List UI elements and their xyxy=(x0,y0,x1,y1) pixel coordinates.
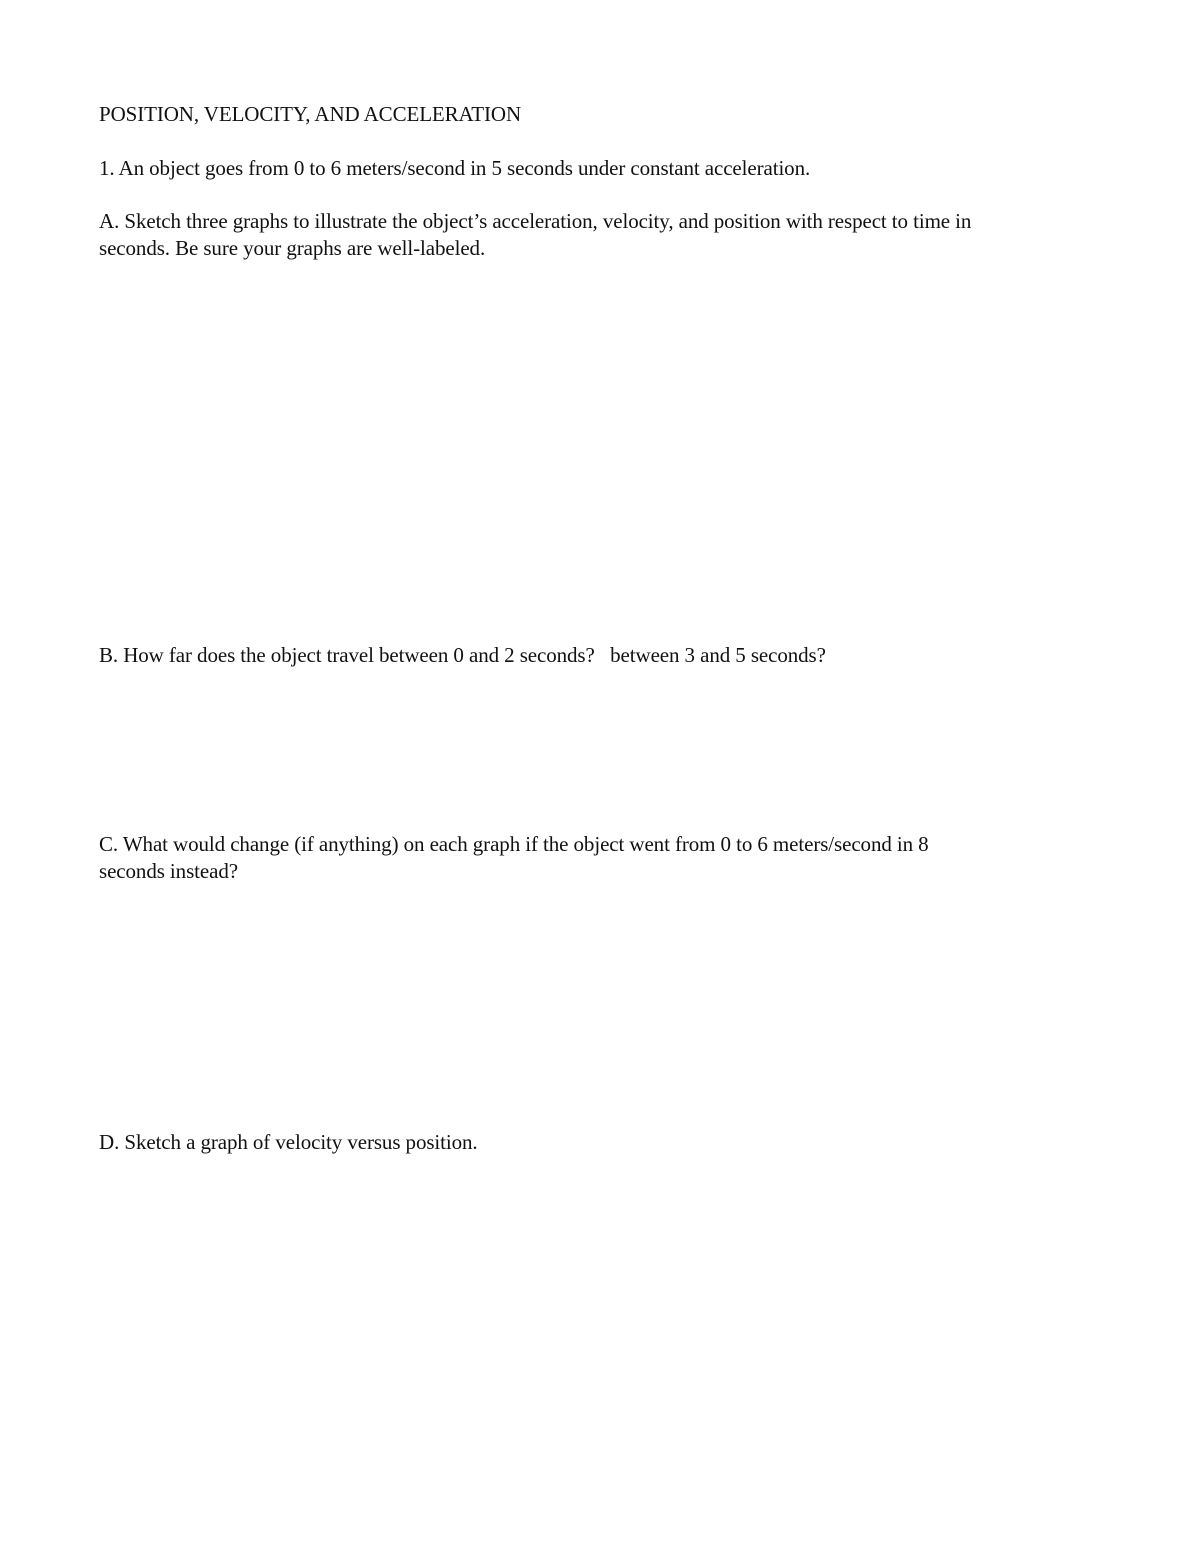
part-a-line-1: A. Sketch three graphs to illustrate the object’s acceleration, velocity, and position with respect to time in xyxy=(99,209,972,233)
part-d: D. Sketch a graph of velocity versus position. xyxy=(99,1130,478,1154)
part-a-line-2: seconds. Be sure your graphs are well-labeled. xyxy=(99,236,486,260)
part-b: B. How far does the object travel between 0 and 2 seconds? between 3 and 5 seconds? xyxy=(99,643,826,667)
part-c-line-2: seconds instead? xyxy=(99,859,238,883)
part-c-line-1: C. What would change (if anything) on each graph if the object went from 0 to 6 meters/second in 8 xyxy=(99,832,929,856)
question-1: 1. An object goes from 0 to 6 meters/second in 5 seconds under constant acceleration. xyxy=(99,156,811,180)
worksheet-title: POSITION, VELOCITY, AND ACCELERATION xyxy=(99,102,522,126)
